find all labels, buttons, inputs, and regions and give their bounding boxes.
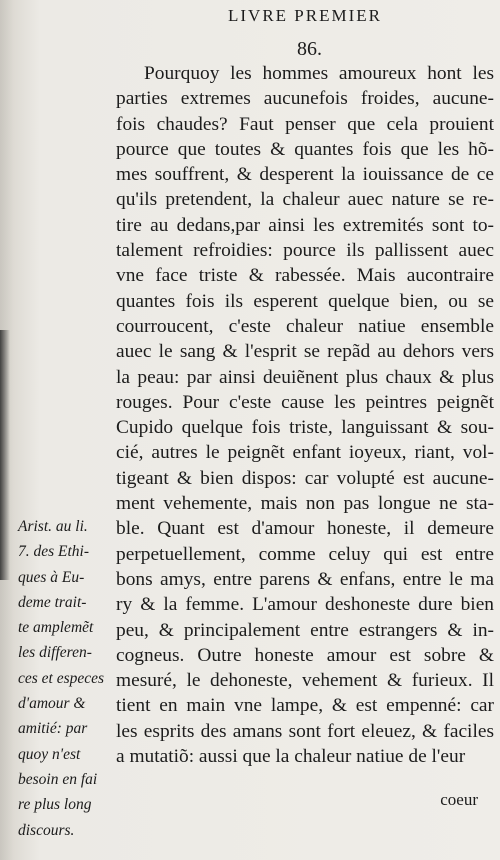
text-line: courroucent, c'este chaleur natiue ensemble [116,315,494,337]
text-line: Pourquoy les hommes amoureux hont les [144,63,494,84]
margin-line: les differen- [18,644,92,662]
page-number: 86. [297,38,322,60]
text-line: ment vehemente, mais non pas longue ne sta- [116,493,494,515]
catchword: coeur [440,790,478,809]
text-line: pource que toutes & quantes fois que les hõ- [116,138,494,160]
text-line: peu, & principalement entre estrangers & in- [116,619,494,641]
margin-line: besoin en fai [18,770,98,788]
text-line: perpetuellement, comme celuy qui est entre [116,543,494,565]
text-line: auec le sang & l'esprit se repãd au dehors vers [116,341,494,363]
margin-line: te amplemẽt [18,619,94,637]
binding-shadow [0,330,10,580]
margin-line: deme trait- [18,593,87,611]
text-line: tigeant & bien dispos: car volupté est aucune- [116,467,494,489]
text-line: parties extremes aucunefois froides, aucune- [116,88,494,110]
margin-line: 7. des Ethi- [18,543,90,561]
margin-line: Arist. au li. [18,518,88,535]
margin-line: amitié: par [18,720,88,738]
body-text [116,61,494,769]
running-head: LIVRE PREMIER [228,6,382,25]
text-line: mes souffrent, & desperent la iouissance de ce [116,164,494,186]
text-line: a mutatiõ: aussi que la chaleur natiue de l'eur [116,746,466,768]
text-line: vne face triste & rabessée. Mais aucontraire [116,265,494,287]
text-line: cié, autres le peignẽt enfant ioyeux, riant, vol- [116,442,494,464]
text-line: fois chaudes? Faut penser que cela prouient [116,113,494,135]
text-line: talement refroidies: pource ils pallissent auec [116,240,494,262]
margin-line: ces et especes [18,669,105,687]
text-line: la peau: par ainsi deuiẽnent plus chaux & plus [116,366,494,388]
text-line: bons amys, entre parens & enfans, entre le ma [116,568,494,590]
margin-line: quoy n'est [18,745,81,763]
margin-line: discours. [18,821,75,839]
text-line: cogneus. Outre honeste amour est sobre & [116,644,494,666]
text-line: qu'ils pretendent, la chaleur auec nature se re- [116,189,494,211]
text-line: ry & la femme. L'amour deshoneste dure bien [116,594,494,616]
text-line: les esprits des amans sont fort eleuez, & faciles [116,720,494,742]
text-line: mesuré, le dehoneste, vehement & furieux. Il [116,670,494,692]
text-line: tire au dedans,par ainsi les extremités sont to- [116,214,494,236]
text-line: quantes fois ils esperent quelque bien, ou se [116,290,494,312]
text-line: rouges. Pour c'este cause les peintres peignẽt [116,391,494,413]
text-line: tient en main vne lampe, & est empenné: car [116,695,494,717]
margin-line: re plus long [18,796,92,814]
margin-line: ques à Eu- [18,568,85,586]
margin-line: d'amour & [18,695,86,713]
text-line: ble. Quant est d'amour honeste, il demeure [116,518,494,540]
marginal-note [18,514,114,843]
text-line: Cupido quelque fois triste, languissant & sou- [116,417,494,439]
